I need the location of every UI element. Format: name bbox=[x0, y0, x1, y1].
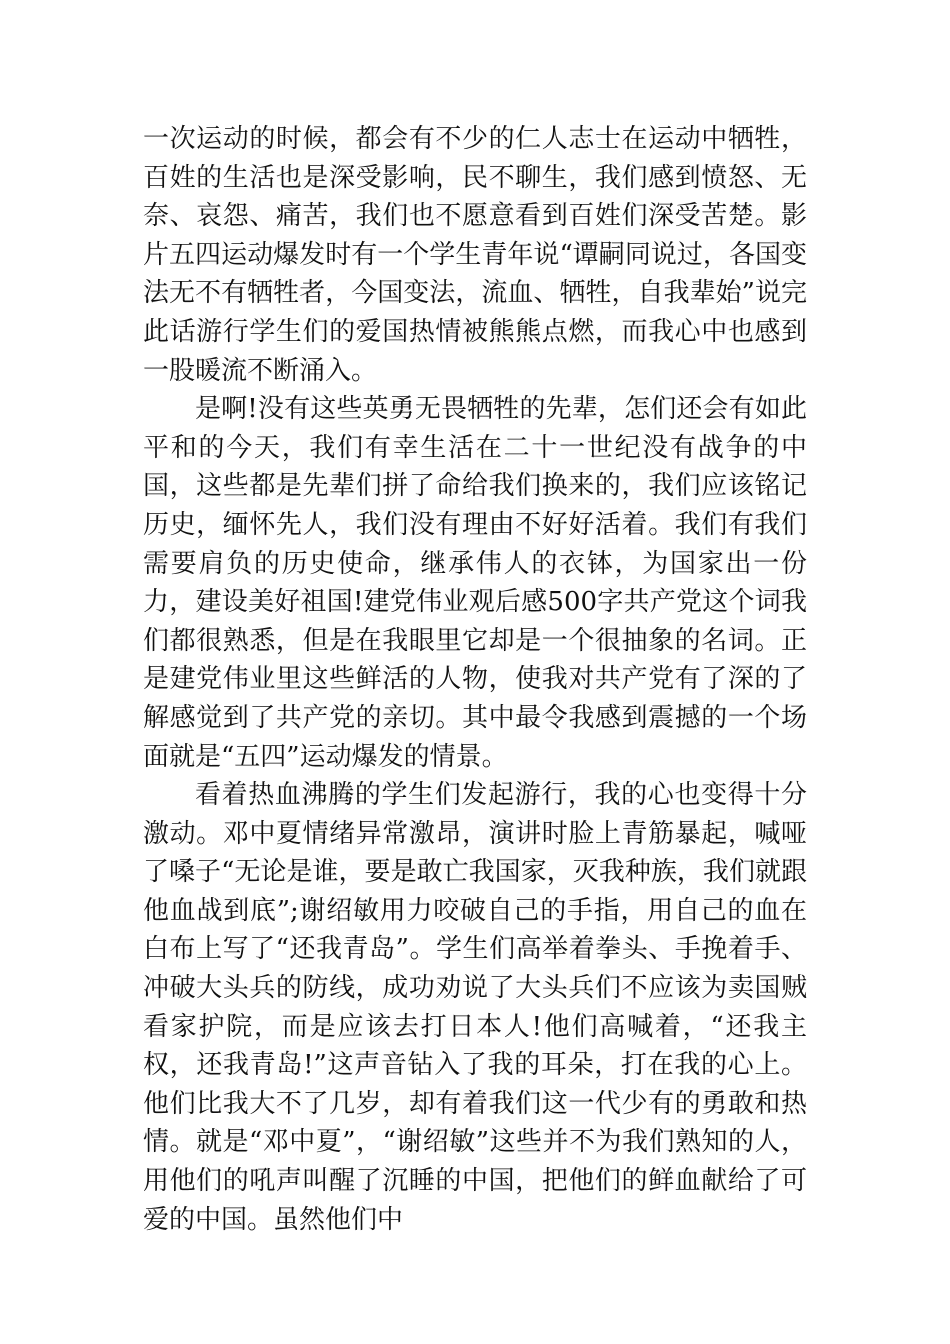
document-body bbox=[143, 120, 807, 1239]
paragraph-1: 一次运动的时候，都会有不少的仁人志士在运动中牺牲，百姓的生活也是深受影响，民不聊生，我们感到愤怒、无奈、哀怨、痛苦，我们也不愿意看到百姓们深受苦楚。影片五四运动爆发时有一个学生青年说“谭嗣同说过，各国变法无不有牺牲者，今国变法，流血、牺牲，自我辈始”说完此话游行学生们的爱国热情被熊熊点燃，而我心中也感到一股暖流不断涌入。 bbox=[143, 124, 807, 386]
paragraph-2: 是啊!没有这些英勇无畏牺牲的先辈，怎们还会有如此平和的今天，我们有幸生活在二十一世纪没有战争的中国，这些都是先辈们拼了命给我们换来的，我们应该铭记历史，缅怀先人，我们没有理由不好好活着。我们有我们需要肩负的历史使命，继承伟人的衣钵，为国家出一份力，建设美好祖国!建党伟业观后感500字共产党这个词我们都很熟悉，但是在我眼里它却是一个很抽象的名词。正是建党伟业里这些鲜活的人物，使我对共产党有了深的了解感觉到了共产党的亲切。其中最令我感到震撼的一个场面就是“五四”运动爆发的情景。 bbox=[143, 394, 807, 772]
paragraph-3: 看着热血沸腾的学生们发起游行，我的心也变得十分激动。邓中夏情绪异常激昂，演讲时脸上青筋暴起，喊哑了嗓子“无论是谁，要是敢亡我国家，灭我种族，我们就跟他血战到底”;谢绍敏用力咬破自己的手指，用自己的血在白布上写了“还我青岛”。学生们高举着拳头、手挽着手、冲破大头兵的防线，成功劝说了大头兵们不应该为卖国贼看家护院，而是应该去打日本人!他们高喊着，“还我主权，还我青岛!”这声音钻入了我的耳朵，打在我的心上。他们比我大不了几岁，却有着我们这一代少有的勇敢和热情。就是“邓中夏”，“谢绍敏”这些并不为我们熟知的人，用他们的吼声叫醒了沉睡的中国，把他们的鲜血献给了可爱的中国。虽然他们中 bbox=[143, 780, 807, 1235]
